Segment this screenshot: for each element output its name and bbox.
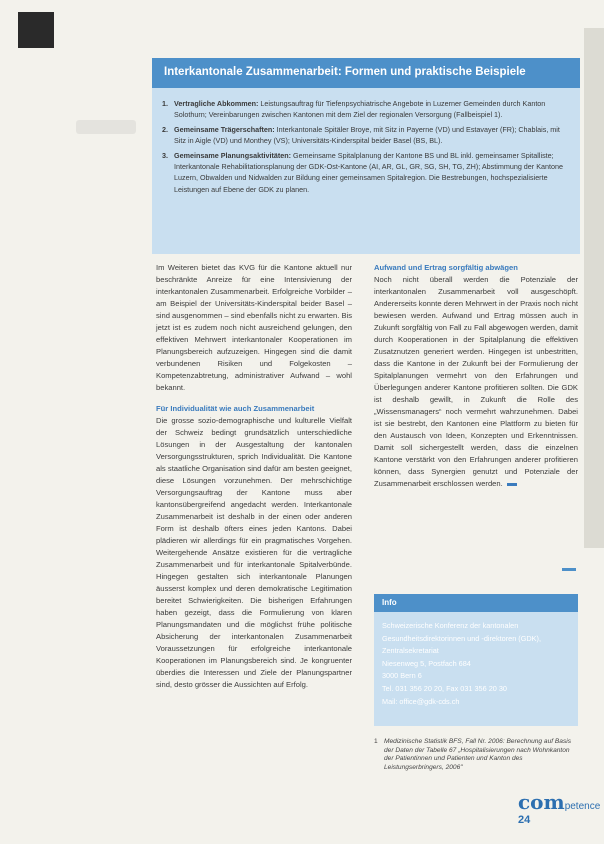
info-email-link[interactable]: Mail: office@gdk-cds.ch (382, 696, 460, 706)
info-box (374, 594, 578, 726)
page-number: 24 (518, 814, 531, 826)
page-fold-shadow (584, 28, 604, 548)
logo-part-1: com (518, 790, 565, 814)
left-column (156, 262, 352, 691)
examples-list (162, 98, 572, 198)
item-number: 3. (162, 150, 168, 160)
competence-logo (518, 790, 600, 814)
info-line: Niesenweg 5, Postfach 684 (382, 658, 471, 668)
scan-corner-mark (18, 12, 54, 48)
column-end-dash (562, 568, 576, 571)
examples-box (152, 58, 580, 254)
item-text (174, 150, 572, 196)
footnote (374, 738, 578, 772)
info-box-title: Info (382, 598, 397, 607)
item-lead: Gemeinsame Trägerschaften: (174, 124, 275, 134)
footnote-number: 1 (374, 738, 378, 745)
info-box-header (374, 594, 578, 612)
item-lead: Gemeinsame Planungsaktivitäten: (174, 150, 292, 160)
item-body: Interkantonale Spitäler Broye, mit Sitz in Payerne (VD) und Estavayer (FR); Chablais, mit Sitz in Aigle (VD) und Monthey (VS); Universitäts-Kinderspital beider Basel (BS, BL). (174, 124, 560, 146)
end-of-article-mark (507, 483, 517, 486)
item-text (174, 98, 572, 121)
item-number: 2. (162, 124, 168, 134)
right-subheading: Aufwand und Ertrag sorgfältig abwägen (374, 263, 518, 272)
examples-list-item (162, 98, 572, 121)
examples-box-header (152, 58, 580, 88)
footnote-text: Medizinische Statistik BFS, Fall Nr. 2006: Berechnung auf Basis der Daten der Tabelle 67 „Hospitalisierungen nach Wohnkanton der Patientinnen und Patienten und Kanton des Leistungserbringers, 2006" (384, 738, 572, 771)
item-body: Leistungsauftrag für Tiefenpsychiatrische Angebote in Luzerner Gemeinden durch Kanton Solothurn; Vereinbarungen zwischen Kantonen mit dem Ziel der regionalen Versorgung (Fallbeispiel 1). (174, 99, 546, 120)
item-lead: Vertragliche Abkommen: (174, 99, 259, 108)
right-paragraph-text: Noch nicht überall werden die Potenziale der interkantonalen Zusammenarbeit voll ausgeschöpft. Andererseits konnte deren Mehrwert in der Praxis noch nicht bewiesen werden. Aufwand und Ertrag müssen auch in Zukunft sorgfältig von Fall zu Fall abgewogen werden, damit durch Kooperationen in der Spitalplanung die effektiven Zusatznutzen generiert werden. Hingegen ist unbestritten, dass die Kantone in der Zukunft bei der Formulierung der Spitalplanungen vermehrt von den Erfahrungen und Überlegungen anderer Kantone profitieren sollten. Die GDK ist deshalb gewillt, in Zukunft die Rolle des „Wissensmanagers“ noch vermehrt wahrzunehmen. Dabei ist sie bestrebt, den Kantonen eine Plattform zu bieten für den Austausch von Ideen, Konzepten und Erkenntnissen. Damit soll sichergestellt werden, dass die einzelnen Kantone verstärkt von den Erfahrungen anderer profitieren können, dass Synergien genutzt und Potenziale der Zusammenarbeit erschlossen werden. (374, 275, 578, 488)
info-line: Schweizerische Konferenz der kantonalen Gesundheitsdirektorinnen und -direktoren (GDK), Zentralsekretariat (382, 621, 541, 656)
examples-box-title: Interkantonale Zusammenarbeit: Formen und praktische Beispiele (164, 66, 526, 78)
left-subheading: Für Individualität wie auch Zusammenarbeit (156, 404, 315, 413)
right-column (374, 262, 578, 490)
info-box-contact (382, 620, 572, 708)
right-paragraph-1 (374, 274, 578, 490)
examples-list-item (162, 124, 572, 147)
item-number: 1. (162, 99, 168, 108)
info-line: 3000 Bern 6 (382, 671, 422, 681)
bleed-through-text (76, 120, 136, 134)
item-text (174, 124, 572, 147)
logo-part-2: petence (564, 801, 601, 812)
examples-list-item (162, 150, 572, 196)
left-paragraph-1: Im Weiteren bietet das KVG für die Kantone aktuell nur beschränkte Anreize für eine Intensivierung der interkantonalen Zusammenarbeit. Erfolgreiche Vorbilder – am Beispiel der Universitäts-Kinderspital beider Basel – sind ausgenommen – sind ebenfalls nicht zu erwarten. Bis jetzt ist es zudem noch nicht ausreichend gelungen, den effektiven Mehrwert interkantonaler Kooperationen im Planungsbereich aufzuzeigen. Hingegen sind die damit verbundenen Risiken und Folgekosten – Kompetenzabtretung, administrativer Aufwand – wohl bekannt. (156, 263, 352, 392)
left-paragraph-2: Die grosse sozio-demographische und kulturelle Vielfalt der Schweiz bedingt grundsätzlich unterschiedliche Lösungen in der Ausgestaltung der kantonalen Versorgungsstrukturen, sprich Individualität. Die Kantone als staatliche Organisation sind dafür am besten geeignet, diese Lösungen vorzunehmen. Der mehrschichtige Versorgungsauftrag der Kantone muss aber kantonsübergreifend angedacht werden. Interkantonale Zusammenarbeit ist deshalb in der einen oder anderen Form ist deshalb öfters eines jeden Kantons. Dabei plädieren wir allerdings für ein pragmatisches Vorgehen. Weitergehende Ansätze existieren für die vertragliche Zusammenarbeit und für interkantonale Spitalverbünde. Hingegen gestalten sich interkantonale Planungen äusserst komplex und deren demokratische Legitimation bereitet Schwierigkeiten. Die bisherigen Erfahrungen haben gezeigt, dass die Formulierung von klaren Planungsmandaten und die möglichst frühe politische Absicherung der interkantonalen Zusammenarbeit Voraussetzungen für erfolgreiche interkantonale Kooperationen im Planungsbereich sind. Je kongruenter überdies die Interessen und Ziele der Planungspartner sind, desto grösser die Aussichten auf Erfolg. (156, 416, 352, 689)
item-body: Gemeinsame Spitalplanung der Kantone BS und BL inkl. gemeinsamer Spitalliste; Interkantonale Rehabilitationsplanung der GDK-Ost-Kantone (AI, AR, GL, GR, SG, SH, TG, ZH); Abstimmung der Kantone Luzern, Obwalden und Nidwalden zur Bildung einer gemeinsamen Spitalregion. Die Bestrebungen, hochspezialisierte Leistungen auf Ebene der GDK zu planen. (174, 150, 563, 194)
info-line: Tel. 031 356 20 20, Fax 031 356 20 30 (382, 683, 507, 693)
